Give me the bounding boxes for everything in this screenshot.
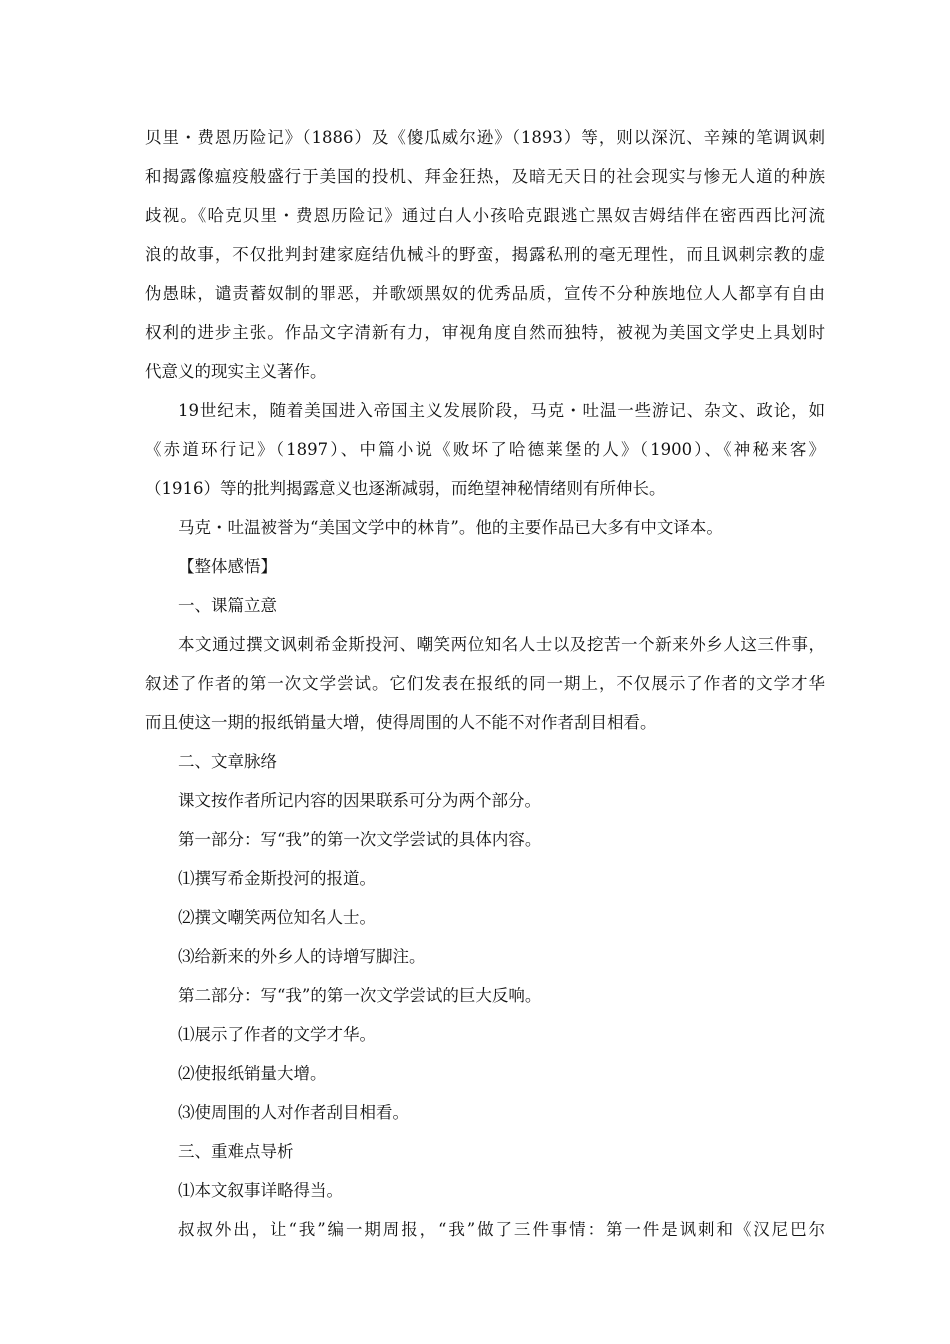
list-item: ⑶使周围的人对作者刮目相看。	[178, 1103, 409, 1122]
list-item: ⑴撰写希金斯投河的报道。	[178, 869, 376, 888]
subsection-heading: 二、文章脉络	[178, 752, 277, 771]
paragraph-line: 本文通过撰文讽刺希金斯投河、嘲笑两位知名人士以及挖苦一个新来外乡人这三件事，	[178, 635, 825, 654]
paragraph-line: 贝里・费恩历险记》（1886）及《傻瓜威尔逊》（1893）等，则以深沉、辛辣的笔调讽刺	[145, 128, 825, 147]
paragraph-line: 权利的进步主张。作品文字清新有力，审视角度自然而独特，被视为美国文学史上具划时	[145, 323, 825, 342]
paragraph-line: 课文按作者所记内容的因果联系可分为两个部分。	[178, 791, 541, 810]
list-item: ⑵使报纸销量大增。	[178, 1064, 327, 1083]
paragraph-line: 叙述了作者的第一次文学尝试。它们发表在报纸的同一期上，不仅展示了作者的文学才华	[145, 674, 825, 693]
paragraph-line: 19世纪末，随着美国进入帝国主义发展阶段，马克・吐温一些游记、杂文、政论，如	[178, 401, 825, 420]
subsection-heading: 一、课篇立意	[178, 596, 277, 615]
list-item: ⑴展示了作者的文学才华。	[178, 1025, 376, 1044]
paragraph-line: 《赤道环行记》（1897）、中篇小说《败坏了哈德莱堡的人》（1900）、《神秘来客》	[145, 440, 825, 459]
paragraph-line: 第二部分：写“我”的第一次文学尝试的巨大反响。	[178, 986, 542, 1005]
paragraph-line: 和揭露像瘟疫般盛行于美国的投机、拜金狂热，及暗无天日的社会现实与惨无人道的种族	[145, 167, 825, 186]
paragraph-line: 叔叔外出，让“我”编一期周报，“我”做了三件事情：第一件是讽刺和《汉尼巴尔	[178, 1220, 825, 1239]
paragraph-line: 而且使这一期的报纸销量大增，使得周围的人不能不对作者刮目相看。	[145, 713, 657, 732]
paragraph-line: （1916）等的批判揭露意义也逐渐减弱，而绝望神秘情绪则有所伸长。	[145, 479, 666, 498]
list-item: ⑵撰文嘲笑两位知名人士。	[178, 908, 376, 927]
paragraph-line: 代意义的现实主义著作。	[145, 362, 327, 381]
paragraph-line: 第一部分：写“我”的第一次文学尝试的具体内容。	[178, 830, 542, 849]
paragraph-line: 马克・吐温被誉为“美国文学中的林肯”。他的主要作品已大多有中文译本。	[178, 518, 723, 537]
section-heading: 【整体感悟】	[178, 557, 277, 576]
subsection-heading: 三、重难点导析	[178, 1142, 294, 1161]
list-item: ⑶给新来的外乡人的诗增写脚注。	[178, 947, 426, 966]
list-item: ⑴本文叙事详略得当。	[178, 1181, 343, 1200]
paragraph-line: 伪愚昧，谴责蓄奴制的罪恶，并歌颂黑奴的优秀品质，宣传不分种族地位人人都享有自由	[145, 284, 825, 303]
paragraph-line: 浪的故事，不仅批判封建家庭结仇械斗的野蛮，揭露私刑的毫无理性，而且讽刺宗教的虚	[145, 245, 825, 264]
paragraph-line: 歧视。《哈克贝里・费恩历险记》通过白人小孩哈克跟逃亡黑奴吉姆结伴在密西西比河流	[145, 206, 825, 225]
